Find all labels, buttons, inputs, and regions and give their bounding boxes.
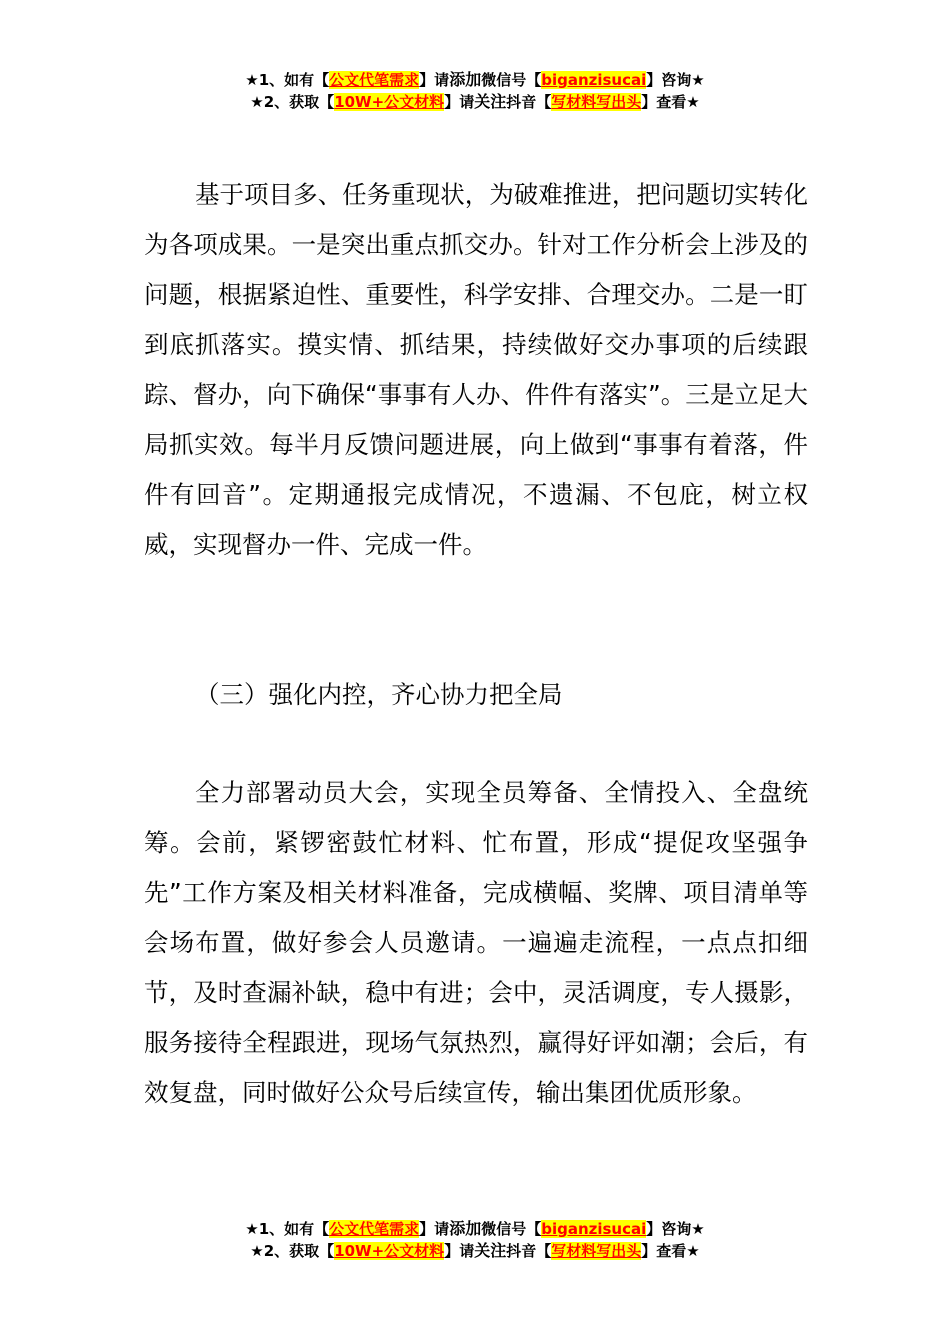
body-paragraph-2: 全力部署动员大会，实现全员筹备、全情投入、全盘统筹。会前，紧锣密鼓忙材料、忙布置，形成“提促攻坚强争先”工作方案及相关材料准备，完成横幅、奖牌、项目清单等会场布置，做好参会人员邀请。一遍遍走流程，一点点扣细节，及时查漏补缺，稳中有进；会中，灵活调度，专人摄影，服务接待全程跟进，现场气氛热烈，赢得好评如潮；会后，有效复盘，同时做好公众号后续宣传，输出集团优质形象。	[144, 778, 808, 1107]
section-heading-3: （三）强化内控，齐心协力把全局	[195, 680, 563, 709]
banner-highlight-service: 公文代笔需求	[329, 1220, 420, 1238]
banner-line-2: ★2、获取【10W+公文材料】请关注抖音【写材料写出头】查看★	[250, 92, 700, 111]
banner-highlight-materials: 10W+公文材料	[334, 93, 445, 111]
banner-line-1: ★1、如有【公文代笔需求】请添加微信号【biganzisucai】咨询★	[245, 1219, 705, 1238]
banner-highlight-wechat-id: biganzisucai	[541, 71, 647, 89]
banner-highlight-wechat-id: biganzisucai	[541, 1220, 647, 1238]
banner-highlight-service: 公文代笔需求	[329, 71, 420, 89]
banner-highlight-douyin-id: 写材料写出头	[551, 1242, 642, 1260]
banner-line-1: ★1、如有【公文代笔需求】请添加微信号【biganzisucai】咨询★	[245, 70, 705, 89]
banner-highlight-materials: 10W+公文材料	[334, 1242, 445, 1260]
header-banner	[0, 69, 950, 113]
footer-banner	[0, 1218, 950, 1262]
body-paragraph-1: 基于项目多、任务重现状，为破难推进，把问题切实转化为各项成果。一是突出重点抓交办。针对工作分析会上涉及的问题，根据紧迫性、重要性，科学安排、合理交办。二是一盯到底抓落实。摸实情、抓结果，持续做好交办事项的后续跟踪、督办，向下确保“事事有人办、件件有落实”。三是立足大局抓实效。每半月反馈问题进展，向上做到“事事有着落，件件有回音”。定期通报完成情况，不遗漏、不包庇，树立权威，实现督办一件、完成一件。	[144, 180, 808, 559]
banner-line-2: ★2、获取【10W+公文材料】请关注抖音【写材料写出头】查看★	[250, 1241, 700, 1260]
banner-highlight-douyin-id: 写材料写出头	[551, 93, 642, 111]
